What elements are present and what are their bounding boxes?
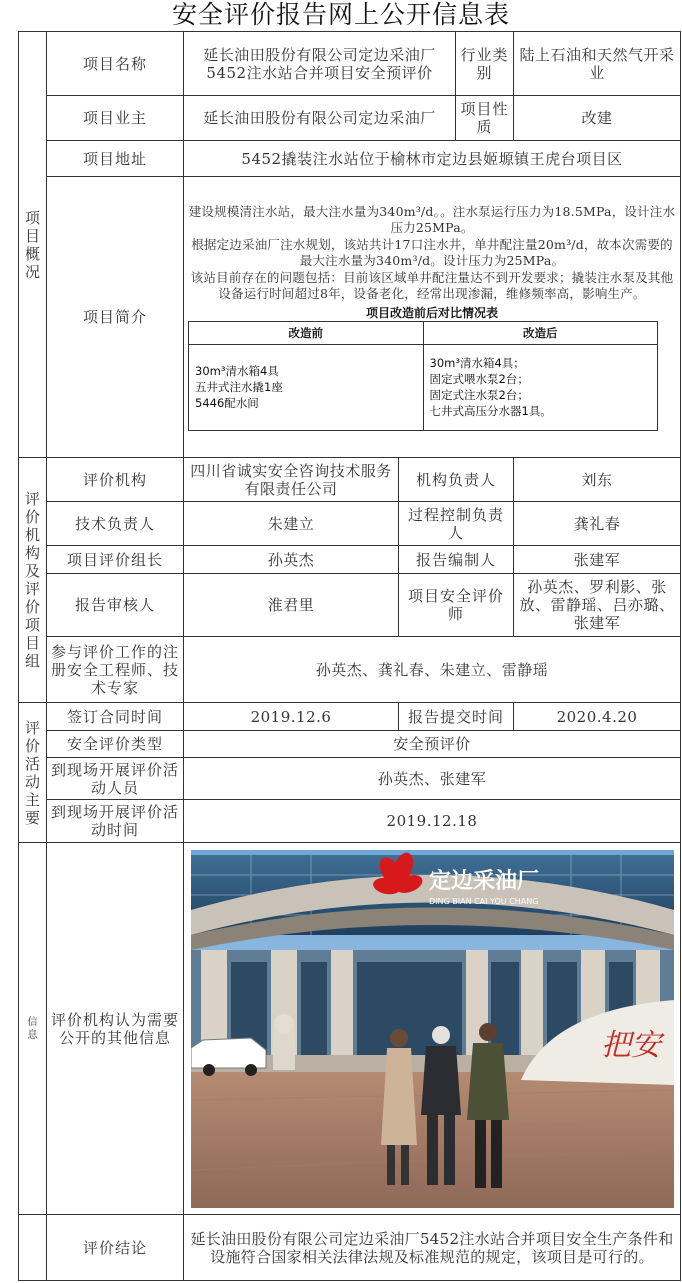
photo-rock-text: 把安	[600, 1027, 661, 1063]
tech-head: 朱建立	[184, 502, 399, 546]
project-name-label: 项目名称	[47, 32, 184, 96]
reviewer-label: 报告审核人	[47, 574, 184, 637]
nature-label: 项目性质	[456, 96, 514, 141]
submit-time-label: 报告提交时间	[399, 703, 514, 731]
owner: 延长油田股份有限公司定边采油厂	[184, 96, 456, 141]
owner-label: 项目业主	[47, 96, 184, 141]
report-writer-label: 报告编制人	[399, 546, 514, 574]
section-info: 信息	[19, 843, 47, 1215]
process-head: 龚礼春	[514, 502, 681, 546]
tech-head-label: 技术负责人	[47, 502, 184, 546]
section-org: 评价机构及评价项目组	[19, 458, 47, 703]
industry: 陆上石油和天然气开采业	[514, 32, 681, 96]
agency-head: 刘东	[514, 458, 681, 502]
nature: 改建	[514, 96, 681, 141]
intro-label: 项目简介	[47, 177, 184, 458]
evaluators-label: 项目安全评价师	[399, 574, 514, 637]
address: 5452撬装注水站位于榆林市定边县姬塬镇王虎台项目区	[184, 141, 681, 177]
site-photo-drawing	[191, 850, 674, 1208]
evaluators: 孙英杰、罗利影、张放、雷静瑶、吕亦璐、张建军	[514, 574, 681, 637]
site-staff: 孙英杰、张建军	[184, 758, 681, 800]
section-activity: 评价活动主要	[19, 703, 47, 843]
intro-paragraph: 建设规模清注水站，最大注水量为340m³/d。。注水泵运行压力为18.5MPa，设计注水压力25MPa。	[188, 203, 676, 235]
site-photo	[191, 850, 674, 1208]
after-item: 固定式喂水泵2台；	[429, 372, 529, 386]
contract-time: 2019.12.6	[184, 703, 399, 731]
agency-head-label: 机构负责人	[399, 458, 514, 502]
site-time-label: 到现场开展评价活动时间	[47, 800, 184, 843]
after-header: 改造后	[423, 321, 658, 344]
report-writer: 张建军	[514, 546, 681, 574]
project-intro	[184, 177, 681, 458]
engineers-label: 参与评价工作的注册安全工程师、技术专家	[47, 637, 184, 703]
eval-type: 安全预评价	[184, 731, 681, 758]
before-item: 五井式注水撬1座	[195, 380, 283, 394]
after-item: 七井式高压分水器1具。	[429, 404, 552, 418]
conclusion-label: 评价结论	[47, 1215, 184, 1281]
project-name: 延长油田股份有限公司定边采油厂5452注水站合并项目安全预评价	[184, 32, 456, 96]
after-items	[423, 344, 658, 430]
before-item: 30m³清水箱4具	[195, 364, 279, 378]
section-conclusion-spacer	[19, 1215, 47, 1281]
agency: 四川省诚实安全咨询技术服务有限责任公司	[184, 458, 399, 502]
before-items	[189, 344, 424, 430]
contract-time-label: 签订合同时间	[47, 703, 184, 731]
after-item: 固定式注水泵2台；	[429, 388, 529, 402]
page-title: 安全评价报告网上公开信息表	[171, 0, 510, 29]
address-label: 项目地址	[47, 141, 184, 177]
photo-cell	[184, 843, 681, 1215]
photo-sign-pinyin: DING BIAN CAI YOU CHANG	[428, 896, 538, 906]
other-info-label: 评价机构认为需要公开的其他信息	[47, 843, 184, 1215]
conclusion-text: 延长油田股份有限公司定边采油厂5452注水站合并项目安全生产条件和设施符合国家相关法律法规及标准规范的规定，该项目是可行的。	[184, 1215, 681, 1281]
process-head-label: 过程控制负责人	[399, 502, 514, 546]
submit-time: 2020.4.20	[514, 703, 681, 731]
comparison-title: 项目改造前后对比情况表	[365, 305, 498, 320]
intro-paragraph: 该站目前存在的问题包括：目前该区域单井配注量达不到开发要求；撬装注水泵及其他设备运行时间超过8年，设备老化，经常出现渗漏，维修频率高，影响生产。	[190, 269, 674, 301]
team-leader-label: 项目评价组长	[47, 546, 184, 574]
engineers: 孙英杰、龚礼春、朱建立、雷静瑶	[184, 637, 681, 703]
team-leader: 孙英杰	[184, 546, 399, 574]
agency-label: 评价机构	[47, 458, 184, 502]
site-time: 2019.12.18	[184, 800, 681, 843]
before-header: 改造前	[189, 321, 424, 344]
reviewer: 淮君里	[184, 574, 399, 637]
industry-label: 行业类别	[456, 32, 514, 96]
intro-paragraph: 根据定边采油厂注水规划，该站共计17口注水井，单井配注量20m³/d，故本次需要的最大注水量为340m³/d。设计压力为25MPa。	[191, 236, 673, 268]
photo-sign-text: 定边采油厂	[428, 868, 539, 894]
before-item: 5446配水间	[195, 396, 259, 410]
after-item: 30m³清水箱4具；	[429, 356, 525, 370]
site-staff-label: 到现场开展评价活动人员	[47, 758, 184, 800]
comparison-table	[188, 321, 658, 431]
section-overview: 项目概况	[19, 32, 47, 458]
info-table	[18, 31, 681, 1281]
type-label: 安全评价类型	[47, 731, 184, 758]
